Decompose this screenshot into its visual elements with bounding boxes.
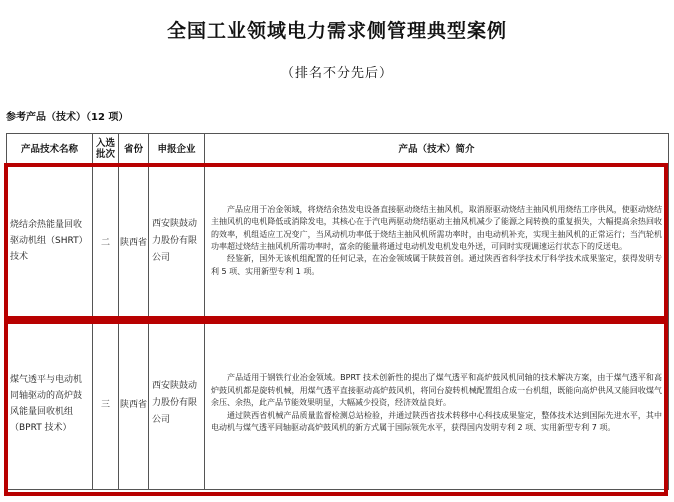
section-label: 参考产品（技术）（12 项） [6, 112, 129, 123]
batch: 二 [93, 165, 119, 318]
case-table [6, 133, 669, 490]
company: 西安陕鼓动力股份有限公司 [149, 318, 205, 490]
province: 陕西省 [119, 165, 149, 318]
header-product-name: 产品技术名称 [7, 134, 93, 165]
table-header-row [7, 134, 669, 165]
product-intro [205, 165, 669, 318]
batch: 三 [93, 318, 119, 490]
header-province: 省份 [119, 134, 149, 165]
product-name: 煤气透平与电动机同轴驱动的高炉鼓风能量回收机组（BPRT 技术） [7, 318, 93, 490]
intro-paragraph: 产品适用于钢铁行业冶金领域。BPRT 技术创新性的提出了煤气透平和高炉鼓风机同轴的技术解决方案，由于煤气透平和高炉鼓风机都是旋转机械，用煤气透平直接驱动高炉鼓风机，将同台旋转机械配置组合成一台机组，既能向高炉供风又能回收煤气余压、余热，此产品节能效果明显，大幅减少投资，经济效益良好。 [211, 373, 662, 408]
product-intro [205, 318, 669, 490]
intro-paragraph: 通过陕西省机械产品质量监督检测总站检验，并通过陕西省技术转移中心科技成果鉴定，整体技术达到国际先进水平，其中电动机与煤气透平同轴驱动高炉鼓风机的新方式属于国际领先水平，获得国内发明专利 2 项、实用新型专利 7 项。 [211, 410, 662, 433]
header-intro: 产品（技术）简介 [205, 134, 669, 165]
table-row [7, 318, 669, 490]
company: 西安陕鼓动力股份有限公司 [149, 165, 205, 318]
document-subtitle: （排名不分先后） [280, 66, 393, 81]
header-company: 申报企业 [149, 134, 205, 165]
product-name: 烧结余热能量回收驱动机组（SHRT）技术 [7, 165, 93, 318]
intro-paragraph: 经鉴新，国外无该机组配置的任何记录，在冶金领域属于陕鼓首创。通过陕西省科学技术厅科学技术成果鉴定，获得发明专利 5 项、实用新型专利 1 项。 [211, 254, 662, 276]
header-batch: 入选批次 [93, 134, 119, 165]
intro-paragraph: 产品应用于冶金领域，将烧结余热发电设备直接驱动烧结主抽风机，取消原驱动烧结主抽风机用烧结工序供风，使驱动烧结主抽风机的电机降低或消除发电，其核心在于汽电两驱动烧结驱动主抽风机减少了能源之间转换的重复损失，大幅提高余热回收的效率，机组适应工况变广，当风动机功率低于烧结主抽风机所需功率时，由电动机补充，实现主抽风机的正常运行；当汽轮机功率超过烧结主抽风机所需功率时，富余的能量将通过电动机发电机发电外送，可同时实现调速运行状态下的反送电。 [211, 204, 662, 251]
table-row [7, 165, 669, 318]
province: 陕西省 [119, 318, 149, 490]
document-title: 全国工业领域电力需求侧管理典型案例 [166, 20, 507, 42]
